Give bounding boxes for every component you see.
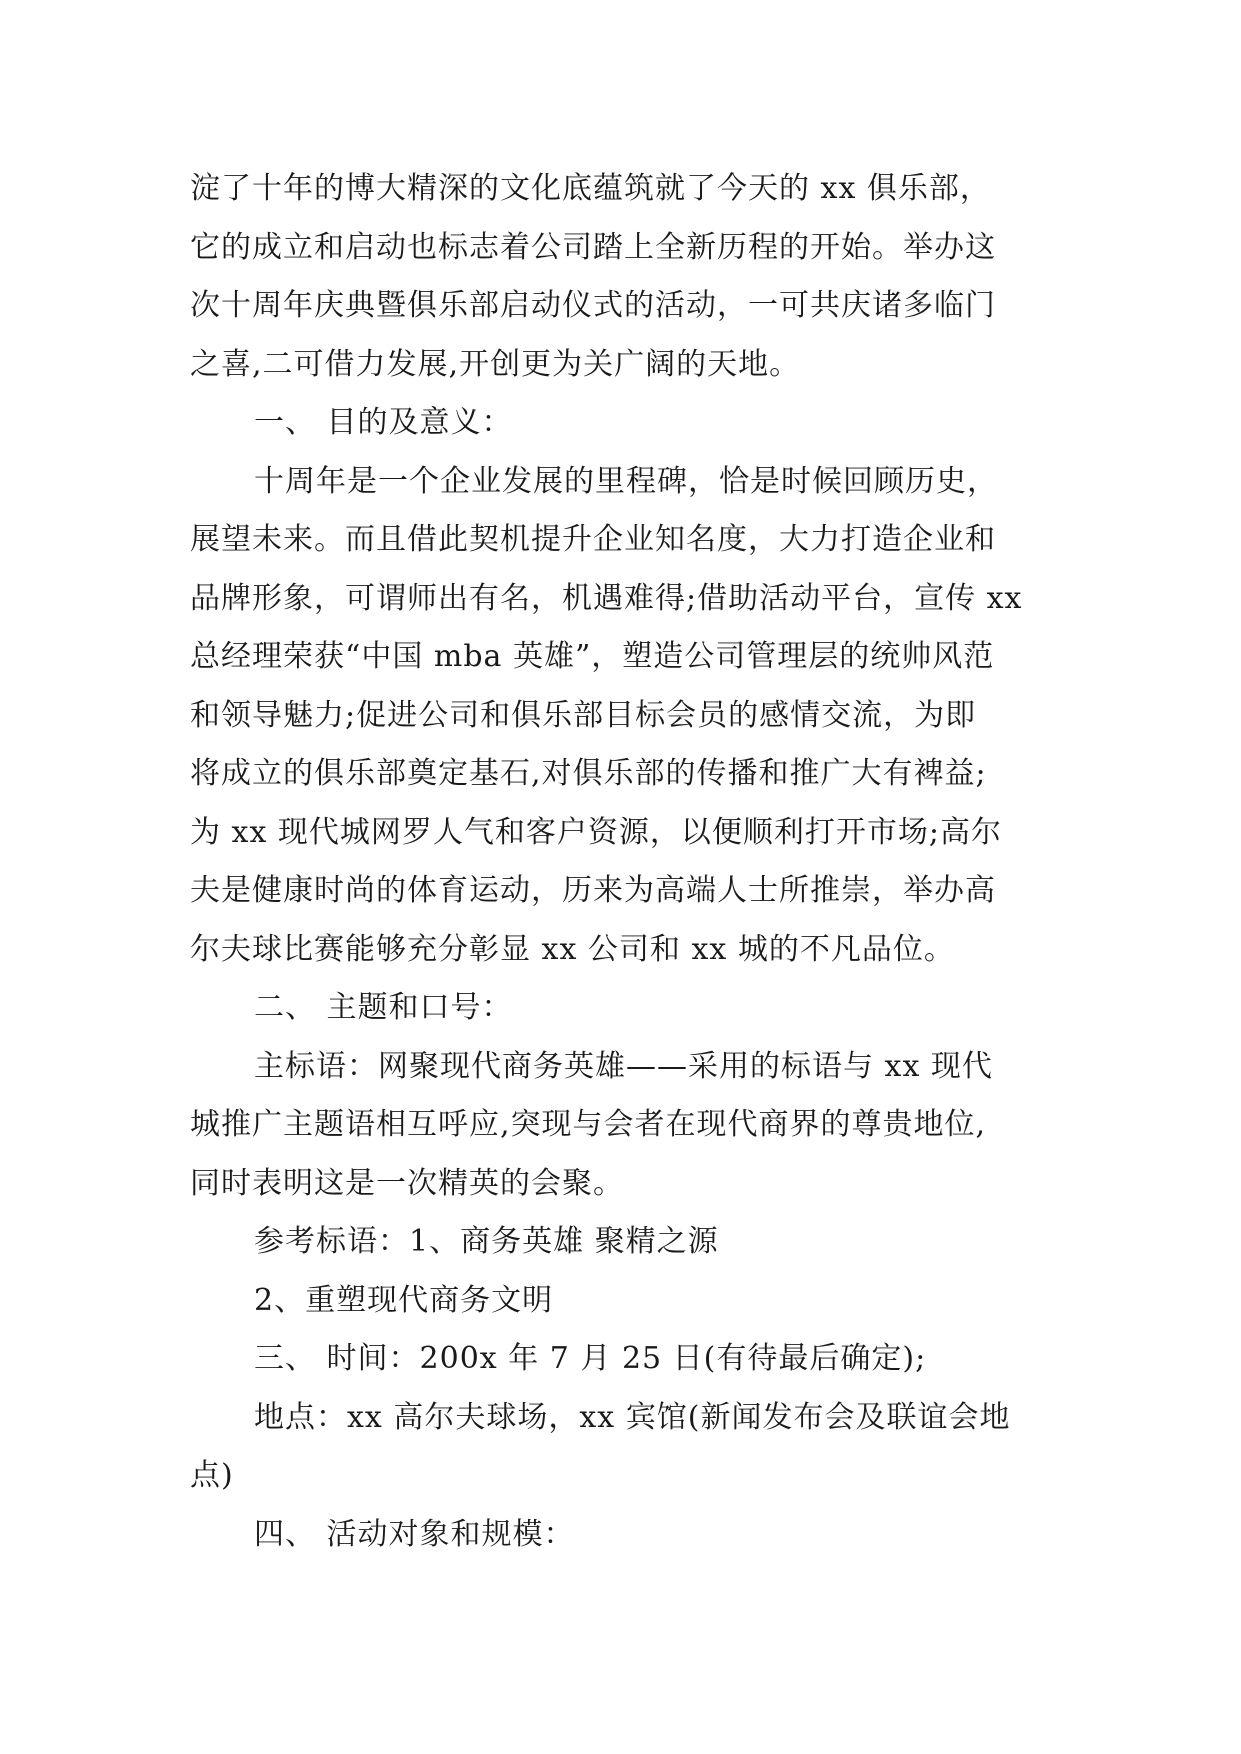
text-line: 主标语：网聚现代商务英雄——采用的标语与 xx 现代 <box>254 1048 993 1084</box>
text-line: 将成立的俱乐部奠定基石,对俱乐部的传播和推广大有裨益; <box>190 756 987 791</box>
text-line: 次十周年庆典暨俱乐部启动仪式的活动，一可共庆诸多临门 <box>190 288 996 323</box>
text-line: 总经理荣获“中国 mba 英雄”，塑造公司管理层的统帅风范 <box>190 639 995 674</box>
text-line: 尔夫球比赛能够充分彰显 xx 公司和 xx 城的不凡品位。 <box>190 931 955 967</box>
section-heading-audience: 四、 活动对象和规模： <box>254 1516 575 1552</box>
section-heading-theme: 二、 主题和口号： <box>254 990 513 1025</box>
text-line: 2、重塑现代商务文明 <box>254 1282 554 1318</box>
text-line: 点) <box>190 1458 234 1493</box>
text-line: 参考标语：1、商务英雄 聚精之源 <box>254 1224 719 1259</box>
text-line: 地点：xx 高尔夫球场，xx 宾馆(新闻发布会及联谊会地 <box>254 1399 1011 1435</box>
text-line: 之喜,二可借力发展,开创更为关广阔的天地。 <box>190 346 801 382</box>
text-line: 它的成立和启动也标志着公司踏上全新历程的开始。举办这 <box>190 229 996 265</box>
text-line: 淀了十年的博大精深的文化底蕴筑就了今天的 xx 俱乐部， <box>190 171 991 206</box>
section-heading-purpose: 一、 目的及意义： <box>254 405 513 440</box>
text-line: 同时表明这是一次精英的会聚。 <box>190 1165 624 1201</box>
text-line: 十周年是一个企业发展的里程碑，恰是时候回顾历史， <box>254 463 998 499</box>
section-heading-time: 三、 时间：200x 年 7 月 25 日(有待最后确定); <box>254 1341 927 1376</box>
text-line: 展望未来。而且借此契机提升企业知名度，大力打造企业和 <box>190 522 996 557</box>
text-line: 和领导魅力;促进公司和俱乐部目标会员的感情交流，为即 <box>190 697 977 733</box>
text-line: 城推广主题语相互呼应,突现与会者在现代商界的尊贵地位, <box>190 1107 987 1142</box>
document-body <box>190 160 1050 1564</box>
text-line: 夫是健康时尚的体育运动，历来为高端人士所推崇，举办高 <box>190 873 996 908</box>
text-line: 为 xx 现代城网罗人气和客户资源，以便顺利打开市场;高尔 <box>190 814 1003 850</box>
text-line: 品牌形象，可谓师出有名，机遇难得;借助活动平台，宣传 xx <box>190 580 1023 616</box>
